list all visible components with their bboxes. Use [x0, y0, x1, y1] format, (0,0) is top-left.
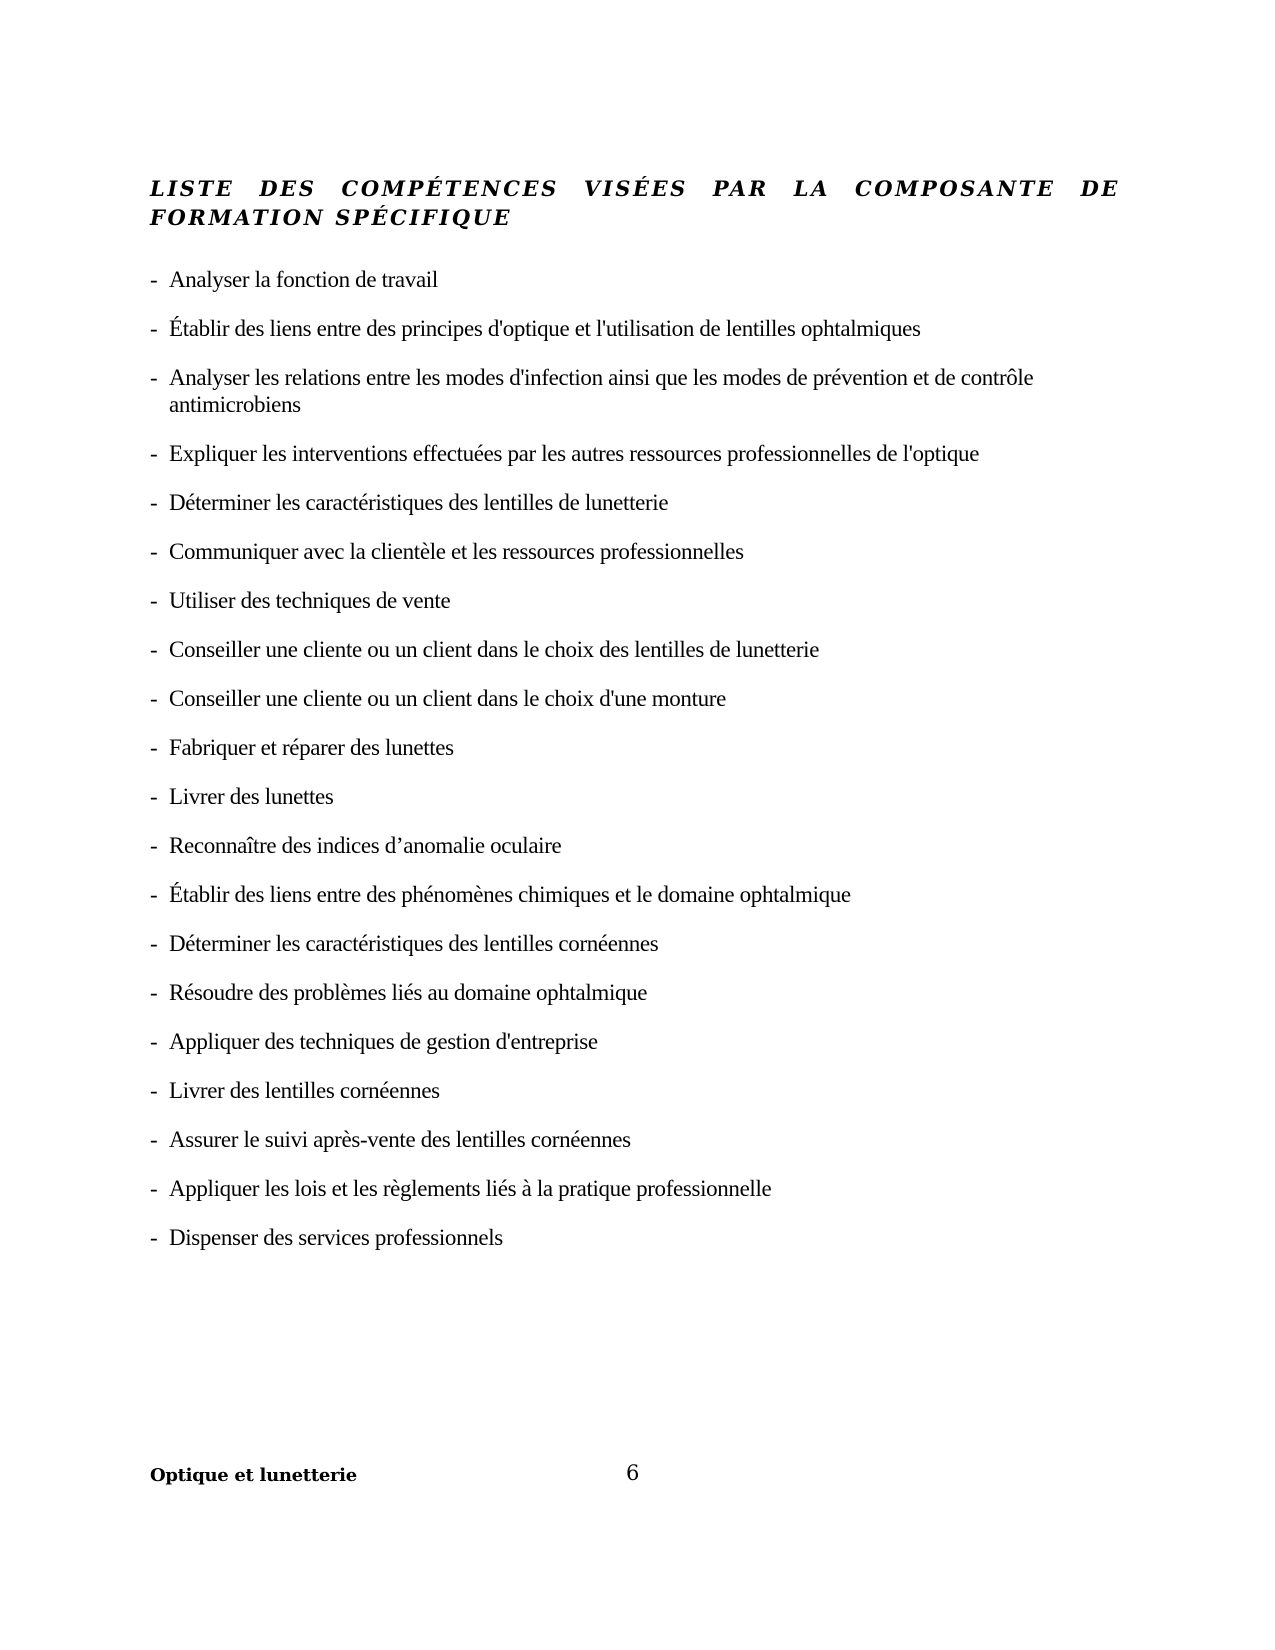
list-item [150, 979, 1130, 1006]
list-item-text: Reconnaître des indices d’anomalie oculaire [169, 833, 562, 858]
list-item [150, 1028, 1130, 1055]
list-item [150, 783, 1130, 810]
list-item-text: Communiquer avec la clientèle et les ressources professionnelles [169, 539, 744, 564]
list-item [150, 685, 1130, 712]
list-item-text: Analyser la fonction de travail [169, 267, 438, 292]
list-item-text: Analyser les relations entre les modes d'infection ainsi que les modes de prévention et de contrôle antimicrobiens [169, 365, 1034, 417]
list-item [150, 1175, 1130, 1202]
bullet-dash: - [150, 833, 158, 858]
bullet-dash: - [150, 980, 158, 1005]
bullet-dash: - [150, 1176, 158, 1201]
list-item [150, 489, 1130, 516]
bullet-dash: - [150, 365, 158, 390]
list-item [150, 881, 1130, 908]
list-item [150, 315, 1130, 342]
list-item-text: Conseiller une cliente ou un client dans le choix d'une monture [169, 686, 726, 711]
list-item [150, 1077, 1130, 1104]
list-item-text: Expliquer les interventions effectuées par les autres ressources professionnelles de l'optique [169, 441, 980, 466]
list-item-text: Déterminer les caractéristiques des lentilles cornéennes [169, 931, 659, 956]
list-item [150, 266, 1130, 293]
list-item [150, 832, 1130, 859]
list-item-text: Utiliser des techniques de vente [169, 588, 451, 613]
list-item-text: Conseiller une cliente ou un client dans le choix des lentilles de lunetterie [169, 637, 820, 662]
bullet-dash: - [150, 931, 158, 956]
bullet-dash: - [150, 490, 158, 515]
list-item [150, 1224, 1130, 1251]
bullet-dash: - [150, 316, 158, 341]
bullet-dash: - [150, 735, 158, 760]
bullet-dash: - [150, 784, 158, 809]
list-item-text: Livrer des lunettes [169, 784, 334, 809]
list-item [150, 734, 1130, 761]
list-item-text: Appliquer les lois et les règlements liés à la pratique professionnelle [169, 1176, 772, 1201]
list-item [150, 1126, 1130, 1153]
list-item [150, 440, 1130, 467]
list-item-text: Livrer des lentilles cornéennes [169, 1078, 440, 1103]
list-item [150, 636, 1130, 663]
bullet-dash: - [150, 882, 158, 907]
footer-program-title: Optique et lunetterie [150, 1465, 357, 1486]
list-item [150, 930, 1130, 957]
list-item [150, 587, 1130, 614]
section-heading: LISTE DES COMPÉTENCES VISÉES PAR LA COMPOSANTE DE FORMATION SPÉCIFIQUE [150, 176, 1120, 230]
list-item-text: Assurer le suivi après-vente des lentilles cornéennes [169, 1127, 631, 1152]
list-item-text: Établir des liens entre des phénomènes chimiques et le domaine ophtalmique [169, 882, 851, 907]
list-item-text: Dispenser des services professionnels [169, 1225, 503, 1250]
bullet-dash: - [150, 588, 158, 613]
list-item-text: Appliquer des techniques de gestion d'entreprise [169, 1029, 598, 1054]
bullet-dash: - [150, 1029, 158, 1054]
list-item-text: Fabriquer et réparer des lunettes [169, 735, 454, 760]
bullet-dash: - [150, 539, 158, 564]
bullet-dash: - [150, 1127, 158, 1152]
bullet-dash: - [150, 1225, 158, 1250]
competence-list [150, 266, 1130, 1273]
list-item [150, 364, 1130, 418]
bullet-dash: - [150, 267, 158, 292]
bullet-dash: - [150, 637, 158, 662]
list-item-text: Déterminer les caractéristiques des lentilles de lunetterie [169, 490, 669, 515]
list-item [150, 538, 1130, 565]
list-item-text: Résoudre des problèmes liés au domaine ophtalmique [169, 980, 648, 1005]
page-number: 6 [626, 1461, 640, 1485]
bullet-dash: - [150, 686, 158, 711]
list-item-text: Établir des liens entre des principes d'optique et l'utilisation de lentilles ophtalmiques [169, 316, 921, 341]
bullet-dash: - [150, 441, 158, 466]
bullet-dash: - [150, 1078, 158, 1103]
